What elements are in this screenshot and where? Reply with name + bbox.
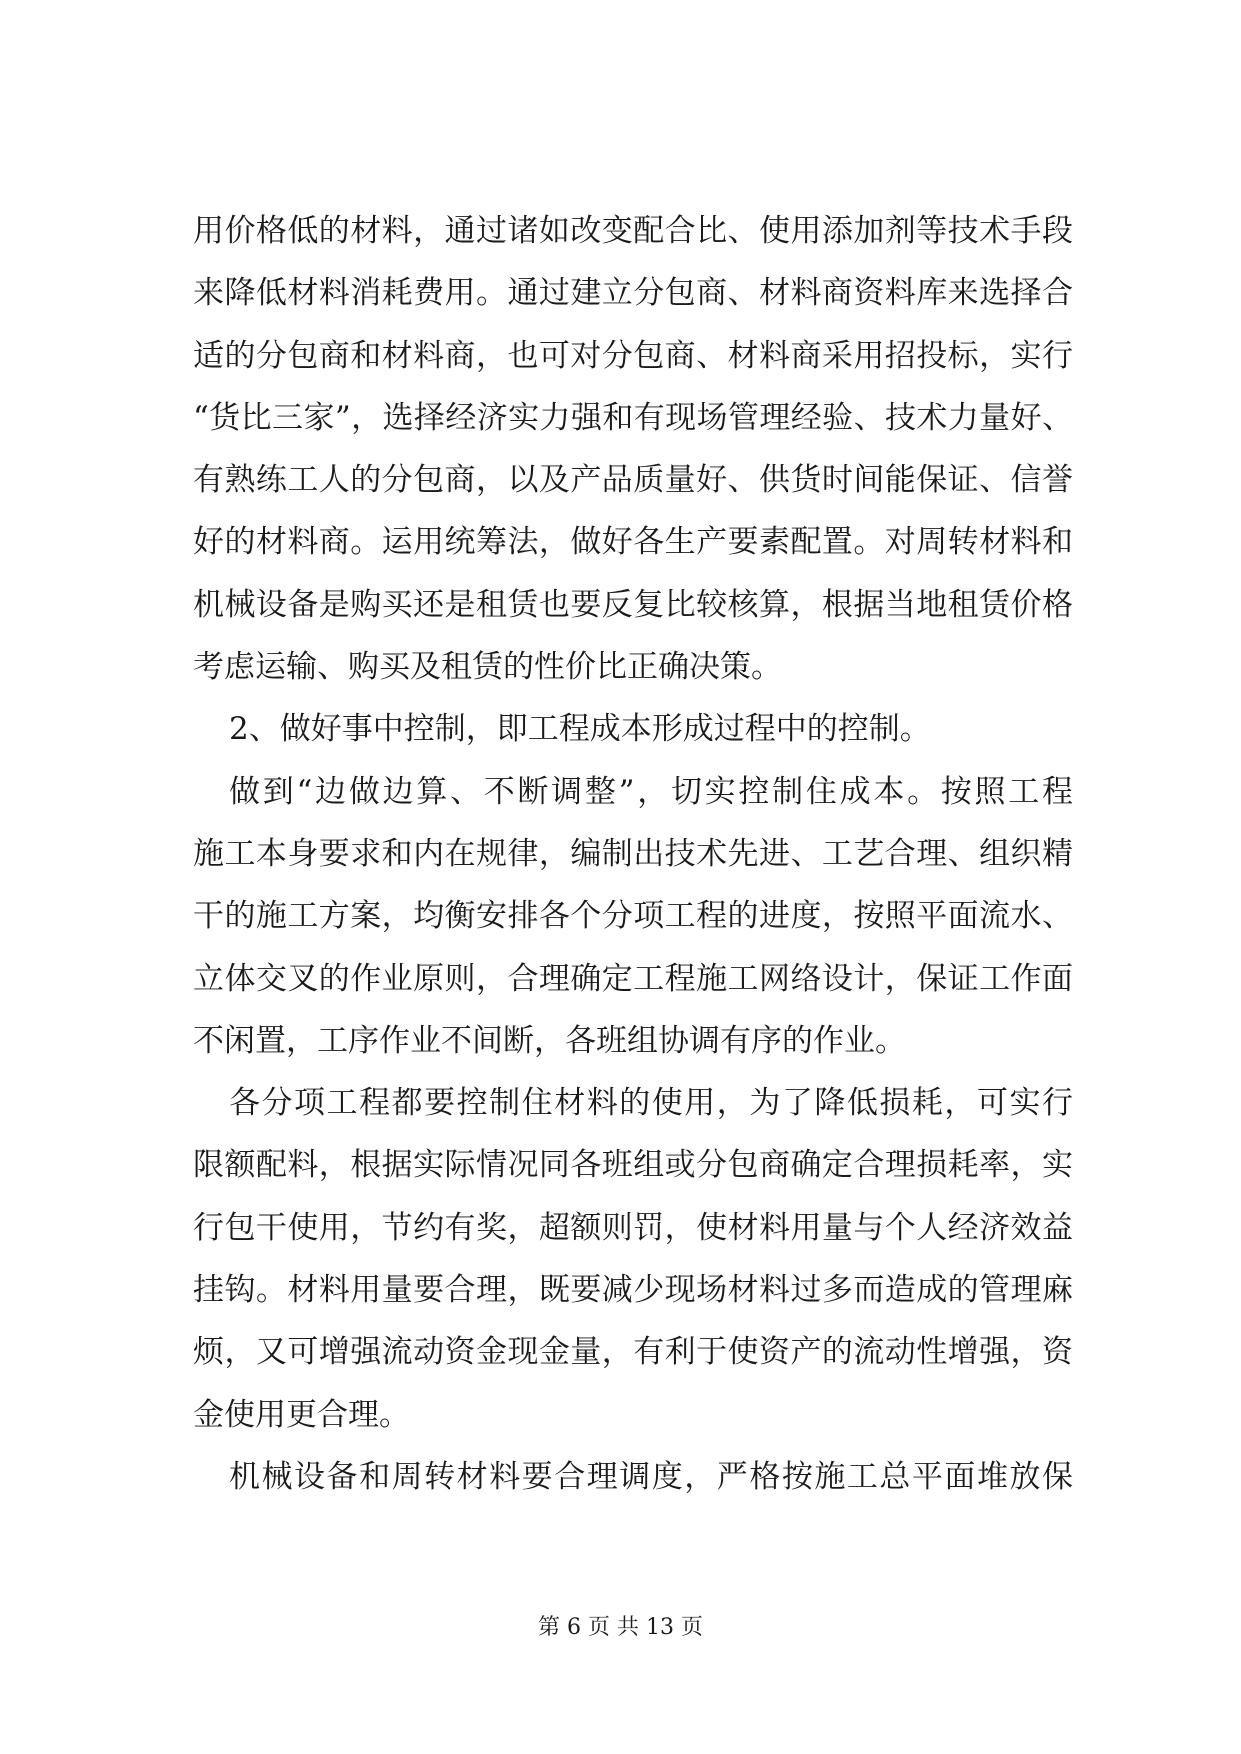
text-line: 用价格低的材料，通过诸如改变配合比、使用添加剂等技术手段	[193, 213, 1073, 249]
text-line: 限额配料，根据实际情况同各班组或分包商确定合理损耗率，实	[193, 1147, 1073, 1184]
text-line: 来降低材料消耗费用。通过建立分包商、材料商资料库来选择合	[193, 275, 1073, 312]
text-line: 施工本身要求和内在规律，编制出技术先进、工艺合理、组织精	[193, 835, 1073, 872]
text-line: 机械设备和周转材料要合理调度，严格按施工总平面堆放保	[229, 1458, 1073, 1495]
text-line: “货比三家”，选择经济实力强和有现场管理经验、技术力量好、	[193, 399, 1073, 436]
text-line: 立体交叉的作业原则，合理确定工程施工网络设计，保证工作面	[193, 960, 1073, 997]
text-line: 不闲置，工序作业不间断，各班组协调有序的作业。	[193, 1022, 906, 1059]
text-line: 好的材料商。运用统筹法，做好各生产要素配置。对周转材料和	[193, 524, 1073, 561]
text-line: 机械设备是购买还是租赁也要反复比较核算，根据当地租赁价格	[193, 586, 1073, 623]
text-line: 烦，又可增强流动资金现金量，有利于使资产的流动性增强，资	[193, 1334, 1073, 1371]
body-text	[193, 200, 1073, 1508]
text-line: 有熟练工人的分包商，以及产品质量好、供货时间能保证、信誉	[193, 462, 1073, 499]
text-line: 金使用更合理。	[193, 1396, 410, 1433]
text-line: 干的施工方案，均衡安排各个分项工程的进度，按照平面流水、	[193, 898, 1073, 935]
text-line: 适的分包商和材料商，也可对分包商、材料商采用招投标，实行	[193, 337, 1073, 374]
text-line: 考虑运输、购买及租赁的性价比正确决策。	[193, 649, 782, 686]
section-heading: 2、做好事中控制，即工程成本形成过程中的控制。	[229, 711, 931, 748]
text-line: 行包干使用，节约有奖，超额则罚，使材料用量与个人经济效益	[193, 1209, 1073, 1246]
text-line: 各分项工程都要控制住材料的使用，为了降低损耗，可实行	[229, 1085, 1073, 1122]
text-line: 做到“边做边算、不断调整”，切实控制住成本。按照工程	[229, 773, 1073, 810]
page-number-footer: 第 6 页 共 13 页	[538, 1615, 703, 1640]
text-line: 挂钩。材料用量要合理，既要减少现场材料过多而造成的管理麻	[193, 1272, 1073, 1309]
